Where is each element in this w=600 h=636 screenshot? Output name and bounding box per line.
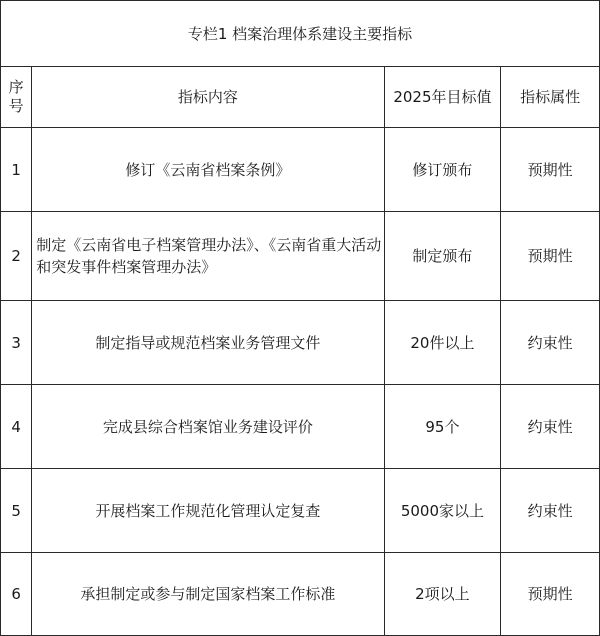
header-no xyxy=(1,67,32,128)
row-content: 承担制定或参与制定国家档案工作标准 xyxy=(32,553,384,636)
row-target: 5000家以上 xyxy=(384,469,501,553)
header-content: 指标内容 xyxy=(32,67,384,128)
table-title-row xyxy=(1,1,600,67)
table-header-row xyxy=(1,67,600,128)
row-content: 修订《云南省档案条例》 xyxy=(32,128,384,212)
table-row xyxy=(1,212,600,301)
row-content: 开展档案工作规范化管理认定复查 xyxy=(32,469,384,553)
table-row xyxy=(1,553,600,636)
row-attribute: 约束性 xyxy=(501,385,600,469)
header-target: 2025年目标值 xyxy=(384,67,501,128)
row-no: 6 xyxy=(1,553,32,636)
row-target: 95个 xyxy=(384,385,501,469)
row-attribute: 预期性 xyxy=(501,212,600,301)
table-row xyxy=(1,128,600,212)
row-no: 4 xyxy=(1,385,32,469)
header-no-line2: 号 xyxy=(8,97,24,115)
header-attribute: 指标属性 xyxy=(501,67,600,128)
row-target: 制定颁布 xyxy=(384,212,501,301)
row-no: 3 xyxy=(1,301,32,385)
table-row xyxy=(1,385,600,469)
row-target: 20件以上 xyxy=(384,301,501,385)
row-no: 1 xyxy=(1,128,32,212)
row-content: 制定《云南省电子档案管理办法》、《云南省重大活动和突发事件档案管理办法》 xyxy=(32,212,384,301)
row-attribute: 约束性 xyxy=(501,469,600,553)
row-content: 制定指导或规范档案业务管理文件 xyxy=(32,301,384,385)
table-row xyxy=(1,469,600,553)
row-no: 5 xyxy=(1,469,32,553)
header-no-line1: 序 xyxy=(8,78,24,96)
row-attribute: 约束性 xyxy=(501,301,600,385)
row-target: 修订颁布 xyxy=(384,128,501,212)
table-row xyxy=(1,301,600,385)
row-attribute: 预期性 xyxy=(501,128,600,212)
table-title: 专栏1 档案治理体系建设主要指标 xyxy=(1,1,600,67)
row-content: 完成县综合档案馆业务建设评价 xyxy=(32,385,384,469)
row-no: 2 xyxy=(1,212,32,301)
row-attribute: 预期性 xyxy=(501,553,600,636)
row-target: 2项以上 xyxy=(384,553,501,636)
